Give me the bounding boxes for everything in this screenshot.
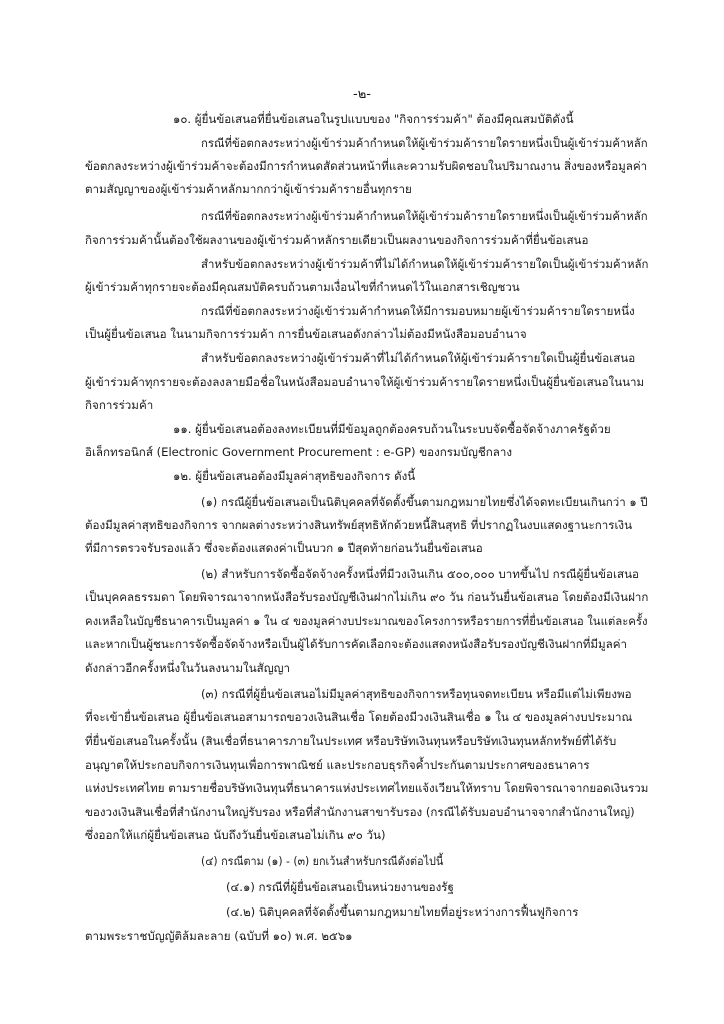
clause-10-para-1-line-3: ตามสัญญาของผู้เข้าร่วมค้าหลักมากกว่าผู้เข้าร่วมค้ารายอื่นทุกราย: [85, 182, 412, 196]
clause-10-para-5-line-1: สำหรับข้อตกลงระหว่างผู้เข้าร่วมค้าที่ไม่ได้กำหนดให้ผู้เข้าร่วมค้ารายใดเป็นผู้ยื่นข้อเสนอ: [201, 351, 636, 365]
clause-12-item-2-line-1: (๒) สำหรับการจัดซื้อจัดจ้างครั้งหนึ่งที่มีวงเงินเกิน ๕๐๐,๐๐๐ บาทขึ้นไป กรณีผู้ยื่นข้อเสนอ: [201, 567, 639, 581]
clause-12-item-1-line-3: ที่มีการตรวจรับรองแล้ว ซึ่งจะต้องแสดงค่าเป็นบวก ๑ ปีสุดท้ายก่อนวันยื่นข้อเสนอ: [85, 541, 483, 555]
clause-12-item-3-line-6: ของวงเงินสินเชื่อที่สำนักงานใหญ่รับรอง หรือที่สำนักงานสาขารับรอง (กรณีได้รับมอบอำนาจจากสำนักงานใหญ่): [85, 805, 635, 819]
clause-12-item-2-line-3: คงเหลือในบัญชีธนาคารเป็นมูลค่า ๑ ใน ๔ ของมูลค่างบประมาณของโครงการหรือรายการที่ยื่นข้อเสนอ ในแต่ละครั้ง: [85, 614, 648, 628]
clause-12-item-3-line-4: อนุญาตให้ประกอบกิจการเงินทุนเพื่อการพาณิชย์ และประกอบธุรกิจค้ำประกันตามประกาศของธนาคาร: [85, 758, 590, 772]
clause-10-para-5-line-3: กิจการร่วมค้า: [85, 398, 154, 412]
clause-10-para-4-line-2: เป็นผู้ยื่นข้อเสนอ ในนามกิจการร่วมค้า การยื่นข้อเสนอดังกล่าวไม่ต้องมีหนังสือมอบอำนาจ: [85, 327, 527, 341]
clause-11-line-1: ๑๑. ผู้ยื่นข้อเสนอต้องลงทะเบียนที่มีข้อมูลถูกต้องครบถ้วนในระบบจัดซื้อจัดจ้างภาครัฐด้วย: [173, 422, 611, 436]
clause-11-line-2: อิเล็กทรอนิกส์ (Electronic Government Procurement : e-GP) ของกรมบัญชีกลาง: [85, 445, 513, 459]
clause-10-para-2-line-2: กิจการร่วมค้านั้นต้องใช้ผลงานของผู้เข้าร่วมค้าหลักรายเดียวเป็นผลงานของกิจการร่วมค้าที่ยื่นข้อเสนอ: [85, 233, 589, 247]
clause-10-para-1-line-2: ข้อตกลงระหว่างผู้เข้าร่วมค้าจะต้องมีการกำหนดสัดส่วนหน้าที่และความรับผิดชอบในปริมาณงาน สิ่งของหรือมูลค่า: [85, 159, 648, 173]
clause-12-item-4-2-line-2: ตามพระราชบัญญัติล้มละลาย (ฉบับที่ ๑๐) พ.ศ. ๒๕๖๑: [85, 929, 353, 943]
clause-12-item-2-line-5: ดังกล่าวอีกครั้งหนึ่งในวันลงนามในสัญญา: [85, 661, 290, 675]
clause-12-item-3-line-7: ซึ่งออกให้แก่ผู้ยื่นข้อเสนอ นับถึงวันยื่นข้อเสนอไม่เกิน ๙๐ วัน): [85, 828, 386, 842]
page-number: -๒-: [353, 87, 371, 102]
clause-12-item-3-line-2: ที่จะเข้ายื่นข้อเสนอ ผู้ยื่นข้อเสนอสามารถขอวงเงินสินเชื่อ โดยต้องมีวงเงินสินเชื่อ ๑ ใน ๔ ของมูลค่างบประมาณ: [85, 710, 633, 724]
clause-12-item-1-line-1: (๑) กรณีผู้ยื่นข้อเสนอเป็นนิติบุคคลที่จัดตั้งขึ้นตามกฎหมายไทยซึ่งได้จดทะเบียนเกินกว่า ๑ ปี: [201, 495, 648, 509]
clause-12-item-4-2-line-1: (๔.๒) นิติบุคคลที่จัดตั้งขึ้นตามกฎหมายไทยที่อยู่ระหว่างการฟื้นฟูกิจการ: [226, 905, 579, 919]
clause-12-item-2-line-4: และหากเป็นผู้ชนะการจัดซื้อจัดจ้างหรือเป็นผู้ได้รับการคัดเลือกจะต้องแสดงหนังสือรับรองบัญชีเงินฝากที่มีมูลค่า: [85, 637, 628, 651]
clause-10-para-3-line-1: สำหรับข้อตกลงระหว่างผู้เข้าร่วมค้าที่ไม่ได้กำหนดให้ผู้เข้าร่วมค้ารายใดเป็นผู้เข้าร่วมค้าหลัก: [201, 257, 649, 271]
clause-12-item-1-line-2: ต้องมีมูลค่าสุทธิของกิจการ จากผลต่างระหว่างสินทรัพย์สุทธิหักด้วยหนี้สินสุทธิ ที่ปรากฏในงบแสดงฐานะการเงิน: [85, 518, 633, 532]
clause-12-item-3-line-3: ที่ยื่นข้อเสนอในครั้งนั้น (สินเชื่อที่ธนาคารภายในประเทศ หรือบริษัทเงินทุนหรือบริษัทเงินทุนหลักทรัพย์ที่ได้รับ: [85, 734, 617, 748]
clause-12-item-4: (๔) กรณีตาม (๑) - (๓) ยกเว้นสำหรับกรณีดังต่อไปนี้: [201, 854, 444, 868]
clause-10-para-1-line-1: กรณีที่ข้อตกลงระหว่างผู้เข้าร่วมค้ากำหนดให้ผู้เข้าร่วมค้ารายใดรายหนึ่งเป็นผู้เข้าร่วมค้าหลัก: [201, 136, 648, 150]
clause-12-item-3-line-1: (๓) กรณีที่ผู้ยื่นข้อเสนอไม่มีมูลค่าสุทธิของกิจการหรือทุนจดทะเบียน หรือมีแต่ไม่เพียงพอ: [201, 687, 632, 701]
clause-12-item-2-line-2: เป็นบุคคลธรรมดา โดยพิจารณาจากหนังสือรับรองบัญชีเงินฝากไม่เกิน ๙๐ วัน ก่อนวันยื่นข้อเสนอ โดยต้องมีเงินฝาก: [85, 590, 649, 604]
clause-10-heading: ๑๐. ผู้ยื่นข้อเสนอที่ยื่นข้อเสนอในรูปแบบของ "กิจการร่วมค้า" ต้องมีคุณสมบัติดังนี้: [173, 112, 574, 126]
clause-10-para-5-line-2: ผู้เข้าร่วมค้าทุกรายจะต้องลงลายมือชื่อในหนังสือมอบอำนาจให้ผู้เข้าร่วมค้ารายใดรายหนึ่งเป็นผู้ยื่นข้อเสนอในนาม: [85, 375, 645, 389]
clause-12-item-3-line-5: แห่งประเทศไทย ตามรายชื่อบริษัทเงินทุนที่ธนาคารแห่งประเทศไทยแจ้งเวียนให้ทราบ โดยพิจารณาจากยอดเงินรวม: [85, 781, 649, 795]
clause-12-item-4-1: (๔.๑) กรณีที่ผู้ยื่นข้อเสนอเป็นหน่วยงานของรัฐ: [226, 880, 454, 894]
clause-10-para-4-line-1: กรณีที่ข้อตกลงระหว่างผู้เข้าร่วมค้ากำหนดให้มีการมอบหมายผู้เข้าร่วมค้ารายใดรายหนึ่ง: [201, 304, 635, 318]
clause-12-heading: ๑๒. ผู้ยื่นข้อเสนอต้องมีมูลค่าสุทธิของกิจการ ดังนี้: [173, 469, 416, 483]
clause-10-para-2-line-1: กรณีที่ข้อตกลงระหว่างผู้เข้าร่วมค้ากำหนดให้ผู้เข้าร่วมค้ารายใดรายหนึ่งเป็นผู้เข้าร่วมค้าหลัก: [201, 209, 648, 223]
clause-10-para-3-line-2: ผู้เข้าร่วมค้าทุกรายจะต้องมีคุณสมบัติครบถ้วนตามเงื่อนไขที่กำหนดไว้ในเอกสารเชิญชวน: [85, 280, 520, 294]
